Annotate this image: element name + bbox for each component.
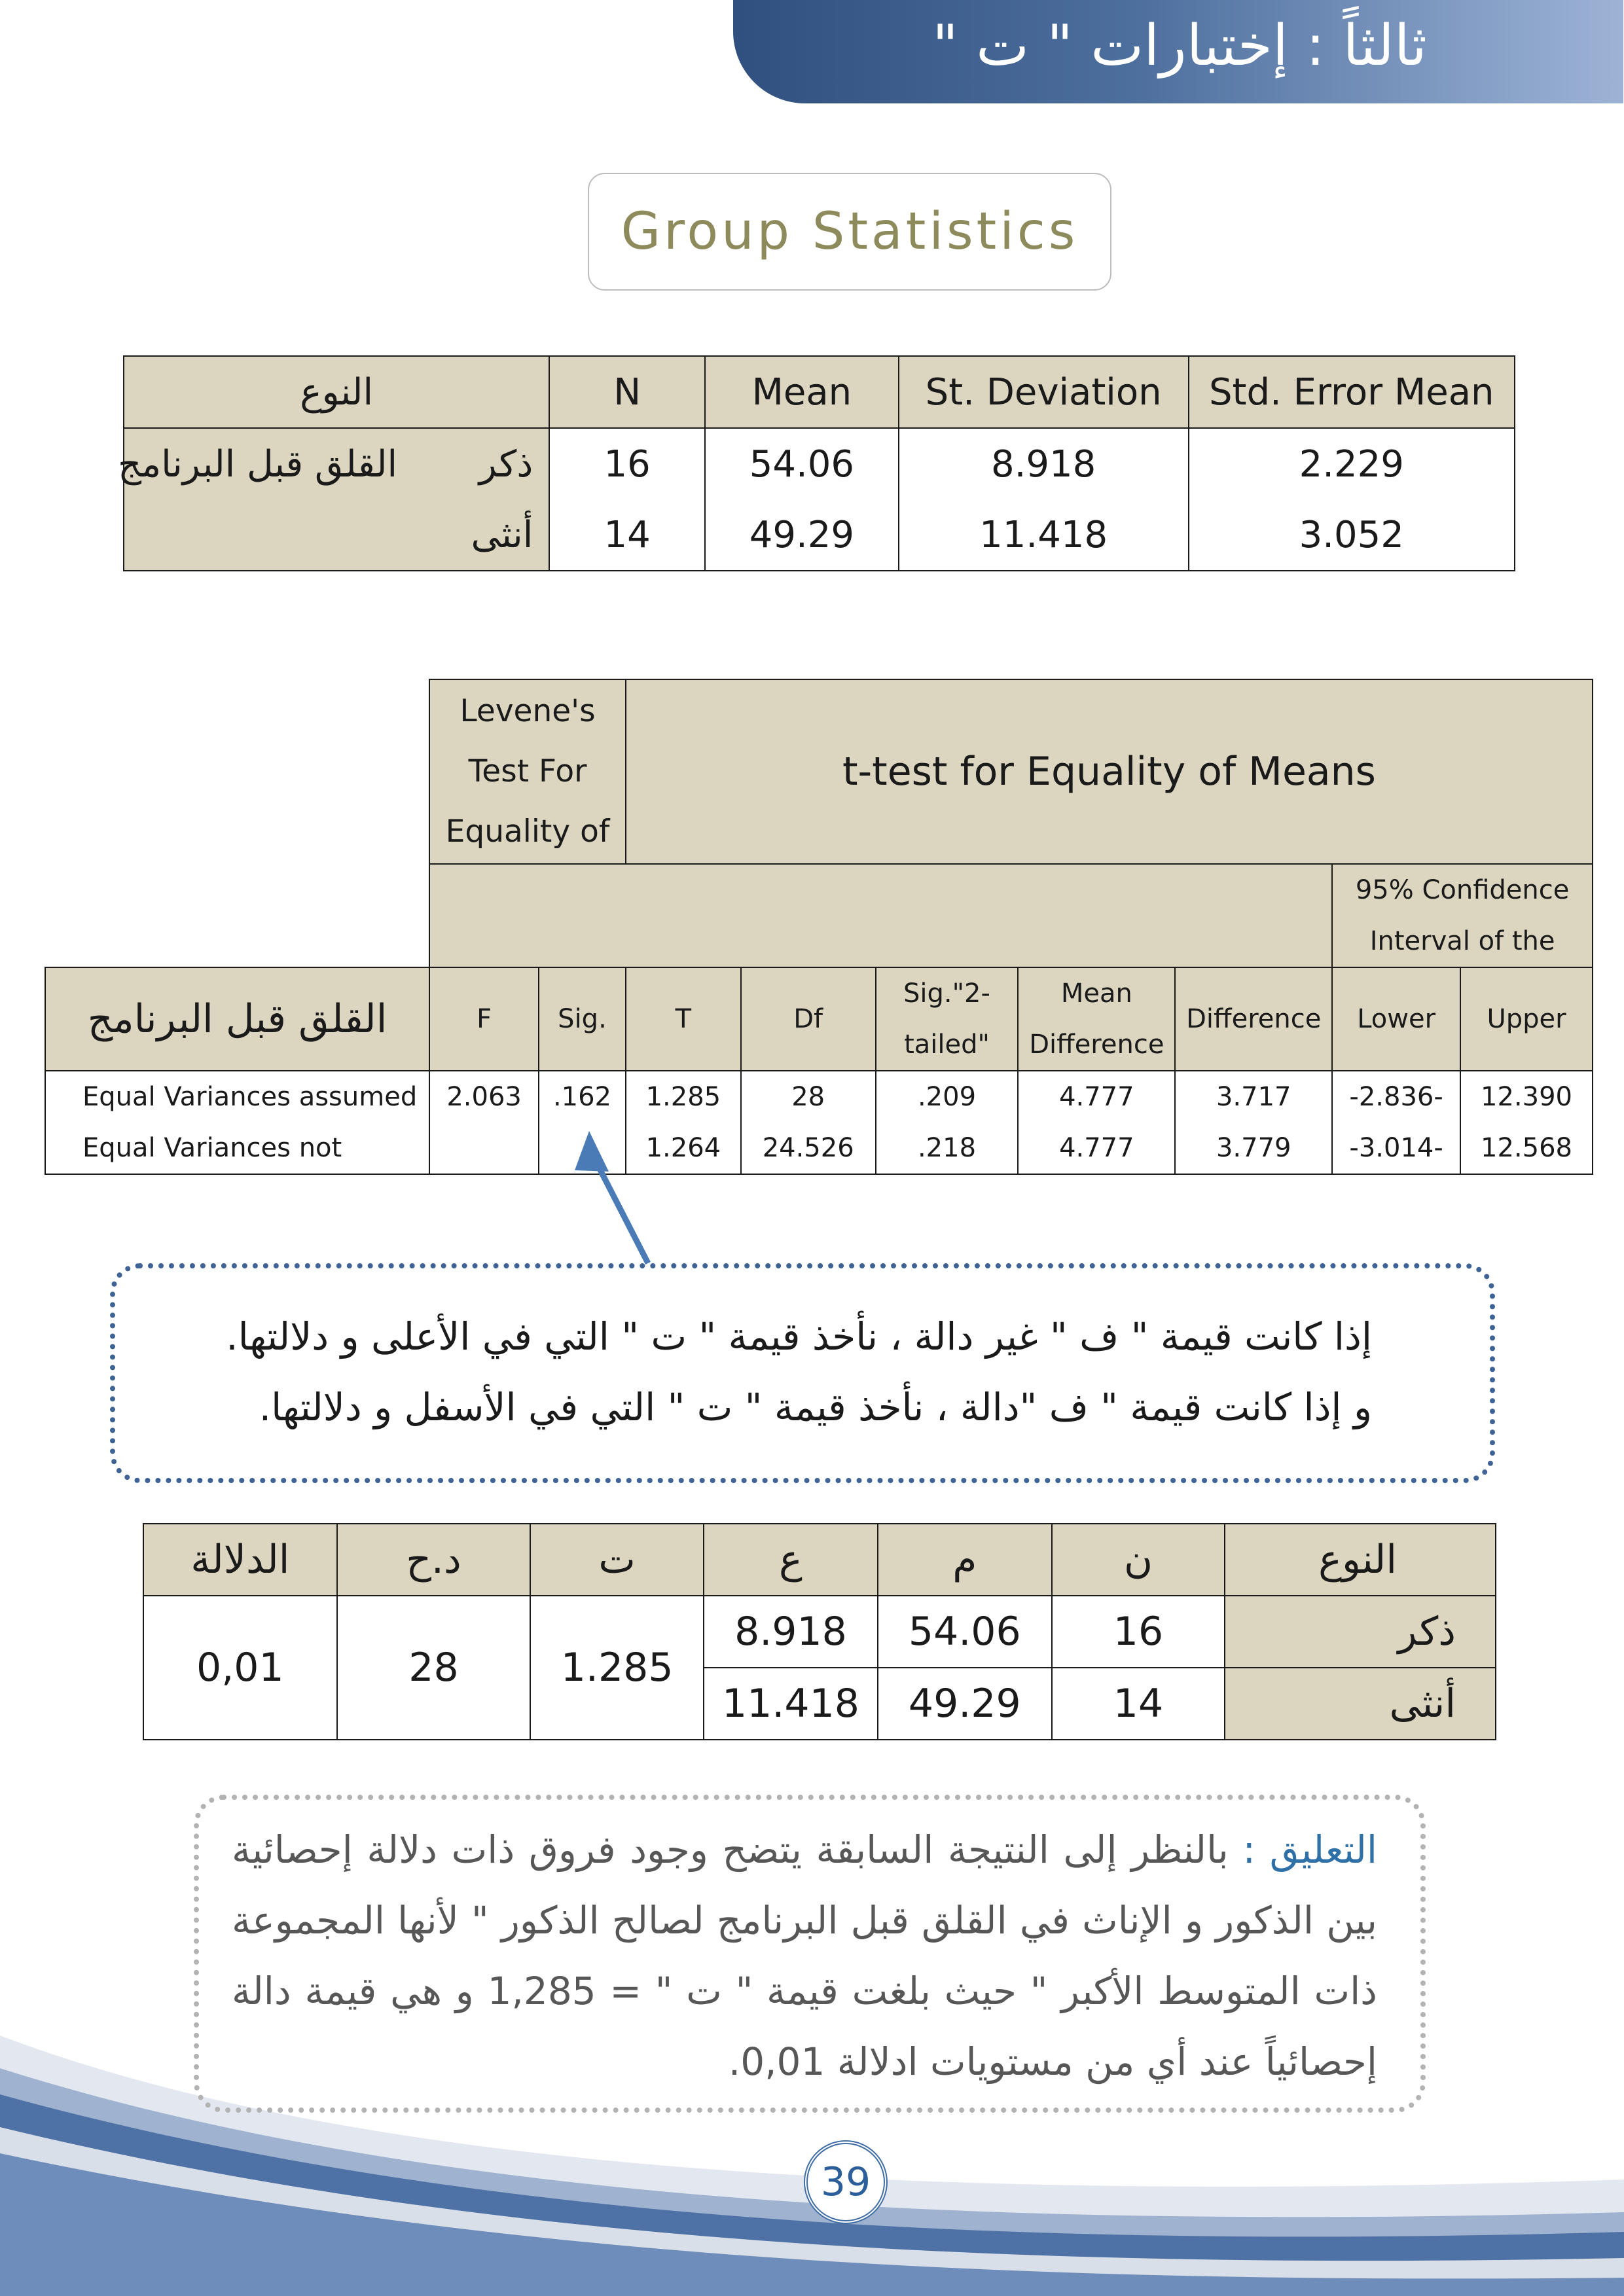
- cell-group: ذكر: [1225, 1596, 1496, 1668]
- summary-table: [143, 1523, 1496, 1740]
- col-t: T: [626, 967, 741, 1071]
- cell-md: 4.777: [1018, 1122, 1175, 1174]
- header-se: Std. Error Mean: [1189, 356, 1515, 428]
- cell-diff: 3.779: [1175, 1122, 1332, 1174]
- col-sig2-line: Sig."2-: [903, 978, 990, 1009]
- header-sd: St. Deviation: [899, 356, 1189, 428]
- group-label: أنثى: [471, 513, 533, 556]
- header-m: م: [878, 1524, 1052, 1596]
- col-lower: Lower: [1332, 967, 1460, 1071]
- cell-sig2: .209: [876, 1071, 1019, 1122]
- ci-line: Interval of the: [1369, 926, 1555, 956]
- cell-t: 1.285: [626, 1071, 741, 1122]
- col-md-line: Difference: [1029, 1030, 1164, 1060]
- col-sig2-line: tailed": [904, 1030, 990, 1060]
- note-line: و إذا كانت قيمة " ف "دالة ، نأخذ قيمة " ت " التي في الأسفل و دلالتها.: [259, 1385, 1372, 1429]
- variable-label: القلق قبل البرنامج: [118, 442, 398, 486]
- cell-se: 2.229: [1189, 428, 1515, 499]
- cell-s: 8.918: [704, 1596, 878, 1668]
- cell-m: 54.06: [878, 1596, 1052, 1668]
- cell-md: 4.777: [1018, 1071, 1175, 1122]
- header-mean: Mean: [705, 356, 899, 428]
- group-label: ذكر: [478, 442, 533, 486]
- cell-mean: 54.06: [705, 428, 899, 499]
- cell-t: 1.285: [530, 1596, 704, 1740]
- col-f: F: [429, 967, 539, 1071]
- cell-sd: 8.918: [899, 428, 1189, 499]
- note-line: إذا كانت قيمة " ف " غير دالة ، نأخذ قيمة " ت " التي في الأعلى و دلالتها.: [226, 1314, 1372, 1359]
- comment-text: بالنظر إلى النتيجة السابقة يتضح وجود فروق ذات دلالة إحصائية بين الذكور و الإناث في القلق قبل البرنامج لصالح الذكور " لأنها المجموعة ذات المتوسط الأكبر " حيث بلغت قيمة " ت " = 1,285 و هي قيمة دالة إحصائياً عند أي من مستويات ادلالة 0,01.: [232, 1827, 1378, 2084]
- table-header-row: [143, 1524, 1496, 1596]
- table-row: [143, 1596, 1496, 1668]
- col-upper: Upper: [1460, 967, 1593, 1071]
- cell-n: 14: [549, 499, 705, 571]
- col-md-line: Mean: [1060, 978, 1132, 1009]
- cell-sig: 0,01: [143, 1596, 337, 1740]
- cell-df: 24.526: [741, 1122, 876, 1174]
- cell-n: 14: [1052, 1668, 1225, 1740]
- cell-sd: 11.418: [899, 499, 1189, 571]
- levene-line: Levene's: [460, 693, 596, 729]
- cell-n: 16: [1052, 1596, 1225, 1668]
- row-label: Equal Variances not: [45, 1122, 429, 1174]
- cell-upper: 12.568: [1460, 1122, 1593, 1174]
- cell-diff: 3.717: [1175, 1071, 1332, 1122]
- note-box: [110, 1263, 1495, 1483]
- col-sig: Sig.: [539, 967, 626, 1071]
- cell-m: 49.29: [878, 1668, 1052, 1740]
- cell-df: 28: [741, 1071, 876, 1122]
- header-type: النوع: [124, 356, 549, 428]
- cell-upper: 12.390: [1460, 1071, 1593, 1122]
- cell-mean: 49.29: [705, 499, 899, 571]
- levene-line: Equality of: [445, 814, 610, 850]
- page-title: ثالثاً : إختبارات " ت ": [932, 13, 1427, 79]
- page-number: 39: [804, 2140, 888, 2224]
- ttest-title: t-test for Equality of Means: [626, 679, 1593, 864]
- group-statistics-title: Group Statistics: [588, 173, 1111, 291]
- header-t: ت: [530, 1524, 704, 1596]
- col-df: Df: [741, 967, 876, 1071]
- levene-line: Test For: [468, 753, 587, 789]
- cell-df: 28: [337, 1596, 531, 1740]
- cell-t: 1.264: [626, 1122, 741, 1174]
- header-df: د.ح: [337, 1524, 531, 1596]
- cell-sig: .162: [539, 1071, 626, 1122]
- cell-lower: -3.014-: [1332, 1122, 1460, 1174]
- comment-lead: التعليق :: [1242, 1827, 1378, 1872]
- header-type: النوع: [1225, 1524, 1496, 1596]
- header-sig: الدلالة: [143, 1524, 337, 1596]
- cell-n: 16: [549, 428, 705, 499]
- cell-group: أنثى: [1225, 1668, 1496, 1740]
- header-n: N: [549, 356, 705, 428]
- header-s: ع: [704, 1524, 878, 1596]
- col-diff: Difference: [1175, 967, 1332, 1071]
- comment-paragraph: [199, 1800, 1420, 2097]
- header-n: ن: [1052, 1524, 1225, 1596]
- cell-se: 3.052: [1189, 499, 1515, 571]
- row-label: Equal Variances assumed: [45, 1071, 429, 1122]
- cell-sig2: .218: [876, 1122, 1019, 1174]
- cell-lower: -2.836-: [1332, 1071, 1460, 1122]
- comment-box: [194, 1795, 1426, 2113]
- variable-label: القلق قبل البرنامج: [45, 967, 429, 1071]
- cell-s: 11.418: [704, 1668, 878, 1740]
- cell-f: 2.063: [429, 1071, 539, 1122]
- ci-line: 95% Confidence: [1355, 875, 1570, 905]
